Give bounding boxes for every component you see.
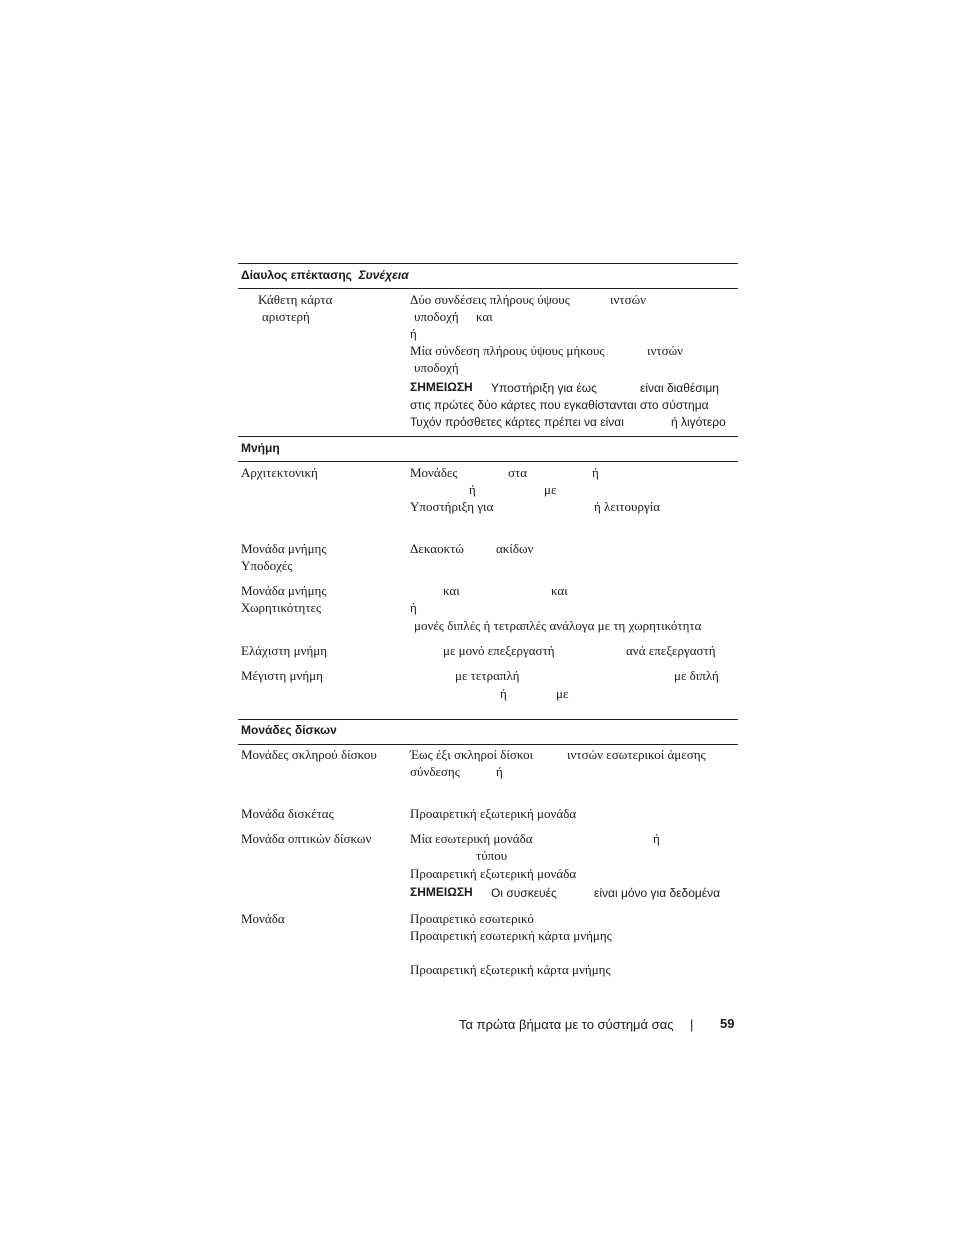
row-value: Δεκαοκτώ [410, 541, 464, 556]
row-value: με τετραπλή [455, 668, 520, 683]
note-text: είναι διαθέσιμη [640, 381, 719, 395]
row-value: και [476, 309, 493, 324]
row-value: και [551, 583, 568, 598]
row-label: Μονάδα μνήμης [241, 583, 327, 598]
heading-rule [238, 288, 738, 289]
heading-rule [238, 461, 738, 462]
note-text: Οι συσκευές [491, 886, 557, 900]
row-value: ή [592, 465, 599, 480]
row-value: τύπου [476, 848, 508, 863]
row-value: Προαιρετική εξωτερική μονάδα [410, 806, 577, 821]
row-value: Προαιρετικό εσωτερικό [410, 911, 534, 926]
row-value: μονές διπλές ή τετραπλές ανάλογα με τη χωρητικότητα [414, 618, 702, 633]
section-heading-drives: Μονάδες δίσκων [241, 723, 337, 737]
row-label: Υποδοχές [241, 558, 293, 573]
note-text: Υποστήριξη για έως [491, 381, 597, 395]
row-value: Μία εσωτερική μονάδα [410, 831, 533, 846]
note-label: ΣΗΜΕΙΩΣΗ [410, 380, 473, 394]
heading-text: Δίαυλος επέκτασης [241, 268, 352, 282]
note-text: ή λιγότερο [671, 415, 726, 429]
row-value: Προαιρετική εξωτερική μονάδα [410, 866, 577, 881]
heading-rule [238, 744, 738, 745]
row-label: Μονάδες σκληρού δίσκου [241, 747, 377, 762]
row-value: ιντσών εσωτερικοί άμεσης [567, 747, 706, 762]
row-label: Ελάχιστη μνήμη [241, 643, 328, 658]
note-text: είναι μόνο για δεδομένα [594, 886, 721, 900]
row-value: σύνδεσης [410, 764, 460, 779]
row-value: ή [410, 600, 417, 615]
row-value: ή [653, 831, 660, 846]
row-label: αριστερή [262, 309, 310, 324]
row-value: υποδοχή [414, 309, 459, 324]
row-value: με διπλή [674, 668, 719, 683]
row-value: Προαιρετική εξωτερική κάρτα μνήμης [410, 962, 611, 977]
row-label: Μέγιστη μνήμη [241, 668, 323, 683]
row-value: στα [508, 465, 528, 480]
row-value: και [443, 583, 460, 598]
row-value: Υποστήριξη για [410, 499, 494, 514]
section-rule [238, 719, 738, 720]
row-value: με μονό επεξεργαστή [443, 643, 555, 658]
row-label: Μονάδα οπτικών δίσκων [241, 831, 372, 846]
row-label: Αρχιτεκτονική [241, 465, 318, 480]
row-value: υποδοχή [414, 360, 459, 375]
row-value: ακίδων [496, 541, 534, 556]
row-value: ή [496, 764, 503, 779]
page-number: 59 [720, 1016, 735, 1031]
section-heading-expansion-bus [241, 268, 409, 282]
row-value: ή [410, 326, 417, 341]
row-value: Μία σύνδεση πλήρους ύψους μήκους [410, 343, 605, 358]
row-value: ή [469, 482, 476, 497]
row-value: ιντσών [610, 292, 647, 307]
row-label: Χωρητικότητες [241, 600, 322, 615]
row-value: Προαιρετική εσωτερική κάρτα μνήμης [410, 928, 612, 943]
row-value: ή [500, 686, 507, 701]
row-value: με [556, 686, 569, 701]
row-value: Δύο συνδέσεις πλήρους ύψους [410, 292, 570, 307]
section-heading-memory: Μνήμη [241, 441, 280, 455]
note-label: ΣΗΜΕΙΩΣΗ [410, 885, 473, 899]
row-value: ιντσών [647, 343, 684, 358]
row-value: με [544, 482, 557, 497]
note-text: στις πρώτες δύο κάρτες που εγκαθίστανται στο σύστημα [410, 398, 709, 412]
footer-separator: | [690, 1017, 694, 1032]
row-value: Έως έξι σκληροί δίσκοι [410, 747, 534, 762]
note-text: Τυχόν πρόσθετες κάρτες πρέπει να είναι [410, 415, 624, 429]
row-label: Μονάδα μνήμης [241, 541, 327, 556]
heading-continued: Συνέχεια [358, 268, 409, 282]
row-label: Μονάδα δισκέτας [241, 806, 334, 821]
row-label: Μονάδα [241, 911, 285, 926]
row-value: ή λειτουργία [594, 499, 661, 514]
row-label: Κάθετη κάρτα [258, 292, 333, 307]
row-value: Μονάδες [410, 465, 458, 480]
footer-title: Τα πρώτα βήματα με το σύστημά σας [459, 1017, 674, 1032]
section-rule [238, 436, 738, 437]
row-value: ανά επεξεργαστή [626, 643, 716, 658]
top-rule [238, 263, 738, 264]
